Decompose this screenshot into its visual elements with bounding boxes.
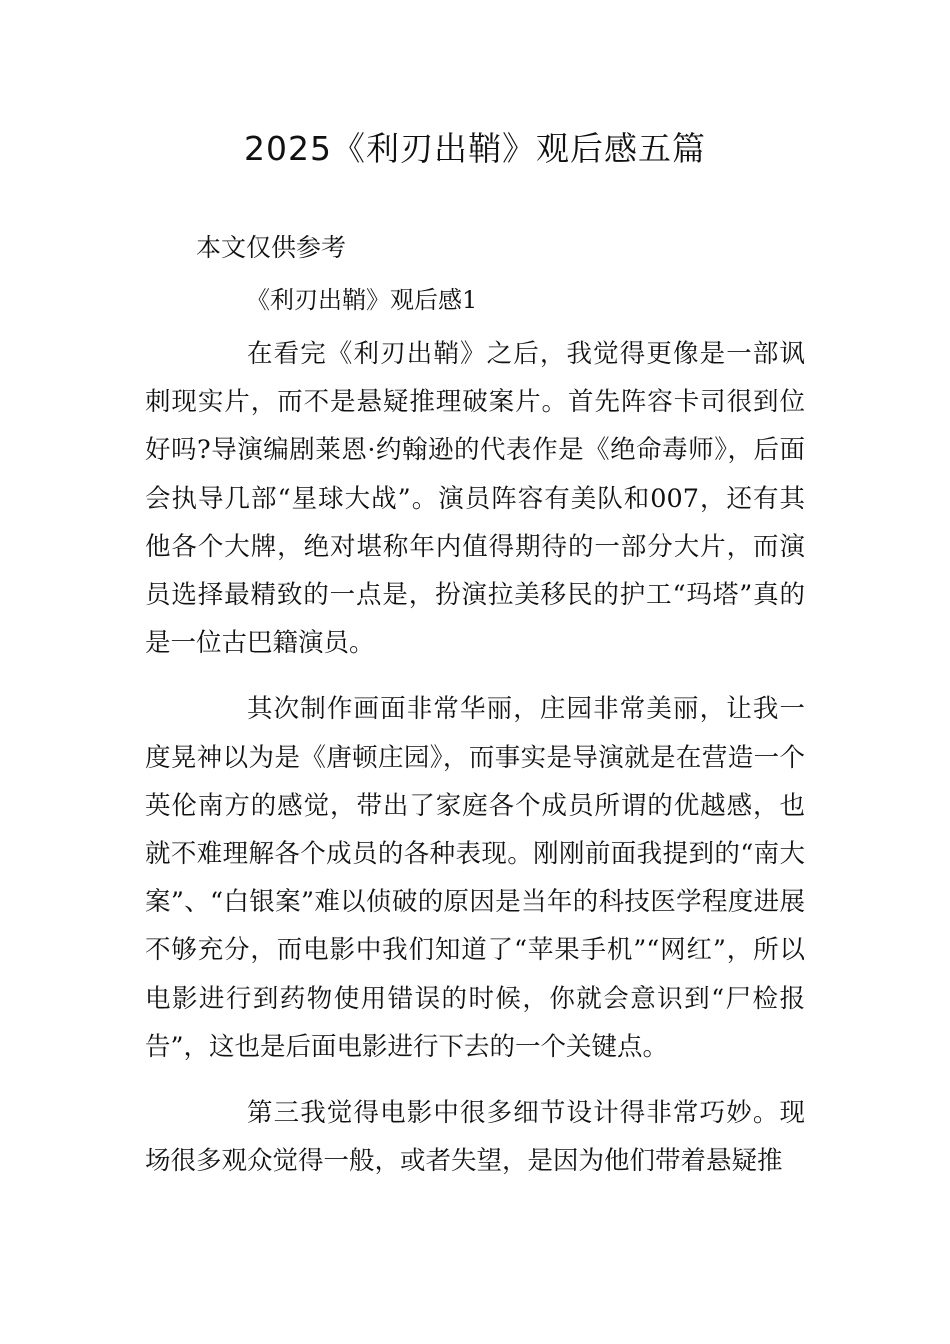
section-heading: 《利刃出鞘》观后感1 <box>246 286 478 314</box>
disclaimer-text: 本文仅供参考 <box>196 233 347 262</box>
paragraph-1: 在看完《利刃出鞘》之后，我觉得更像是一部讽刺现实片，而不是悬疑推理破案片。首先阵容卡司很到位好吗?导演编剧莱恩·约翰逊的代表作是《绝命毒师》，后面会执导几部“星球大战”。演员阵容有美队和007，还有其他各个大牌，绝对堪称年内值得期待的一部分大片，而演员选择最精致的一点是，扮演拉美移民的护工“玛塔”真的是一位古巴籍演员。 <box>145 339 805 659</box>
paragraph-2: 其次制作画面非常华丽，庄园非常美丽，让我一度晃神以为是《唐顿庄园》，而事实是导演就是在营造一个英伦南方的感觉，带出了家庭各个成员所谓的优越感，也就不难理解各个成员的各种表现。刚刚前面我提到的“南大案”、“白银案”难以侦破的原因是当年的科技医学程度进展不够充分，而电影中我们知道了“苹果手机”“网红”，所以电影进行到药物使用错误的时候，你就会意识到“尸检报告”，这也是后面电影进行下去的一个关键点。 <box>145 694 805 1062</box>
document-title: 2025《利刃出鞘》观后感五篇 <box>244 129 706 168</box>
body-text <box>145 330 805 1203</box>
paragraph-3: 第三我觉得电影中很多细节设计得非常巧妙。现场很多观众觉得一般，或者失望，是因为他们带着悬疑推 <box>145 1098 805 1177</box>
